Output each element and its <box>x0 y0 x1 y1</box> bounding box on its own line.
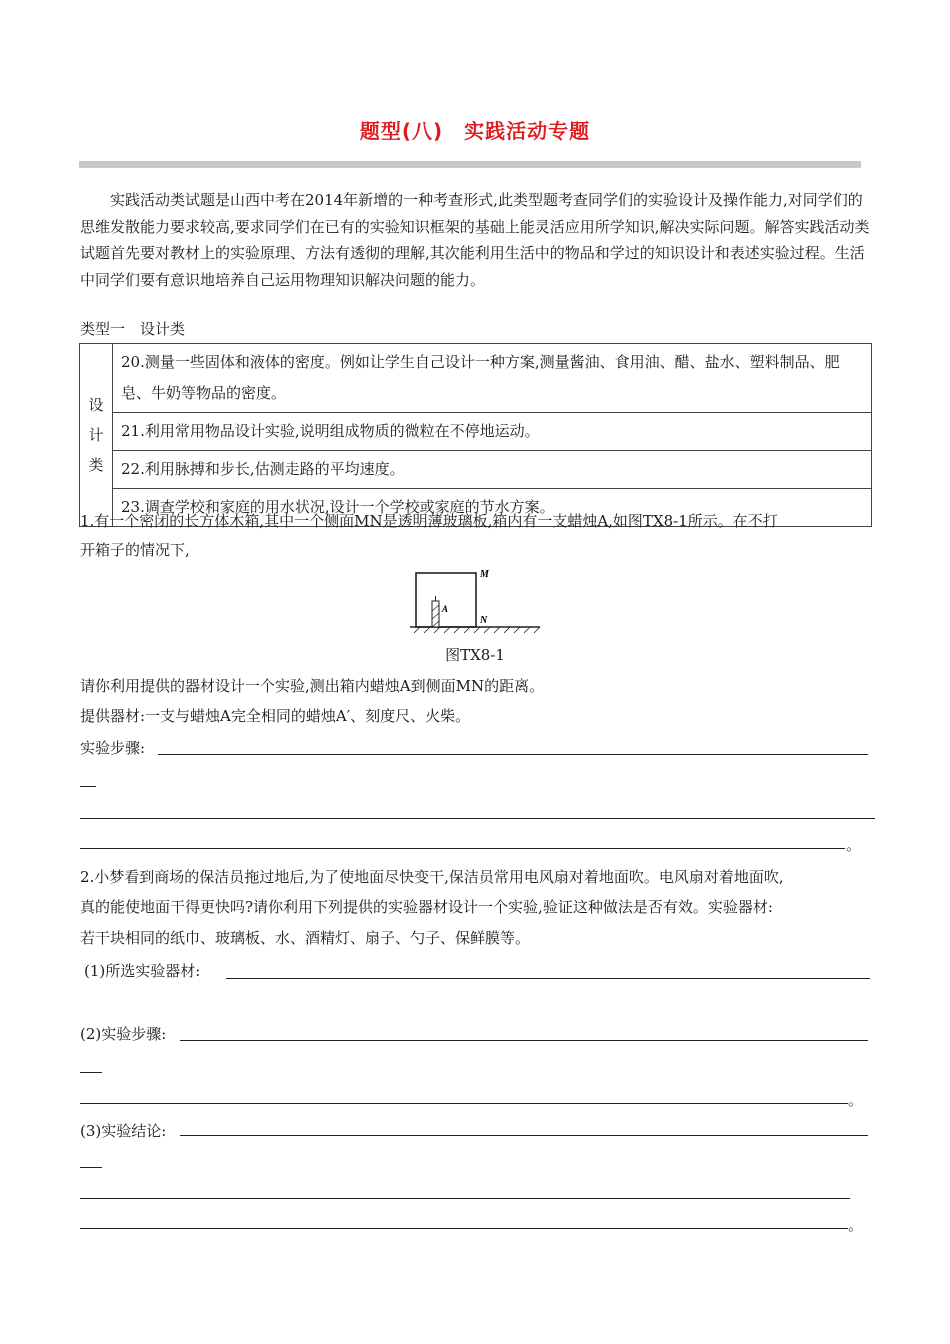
answer-line[interactable] <box>80 1167 102 1168</box>
answer-line[interactable] <box>180 1040 868 1041</box>
q2-line1: 2.小梦看到商场的保洁员拖过地后,为了使地面尽快变干,保洁员常用电风扇对着地面吹。电风扇对着地面吹, <box>80 868 784 886</box>
table-row: 22.利用脉搏和步长,估测走路的平均速度。 <box>113 451 872 489</box>
answer-line[interactable] <box>80 848 845 849</box>
q1-line2: 开箱子的情况下, <box>80 541 190 559</box>
answer-line[interactable] <box>180 1135 868 1136</box>
table-row: 20.测量一些固体和液体的密度。例如让学生自己设计一种方案,测量酱油、食用油、醋、盐水、塑料制品、肥皂、牛奶等物品的密度。 <box>113 344 872 413</box>
answer-line[interactable] <box>80 1198 850 1199</box>
q2-part2-label: (2)实验步骤: <box>80 1025 167 1043</box>
label-a: A <box>442 604 449 614</box>
box-outline <box>416 573 476 627</box>
table-row: 21.利用常用物品设计实验,说明组成物质的微粒在不停地运动。 <box>113 413 872 451</box>
answer-line[interactable] <box>226 978 870 979</box>
page-title: 题型(八) 实践活动专题 <box>359 119 591 143</box>
q2-end-mark-1: 。 <box>848 1091 864 1109</box>
answer-line[interactable] <box>80 1228 848 1229</box>
ground-hatch <box>414 627 540 633</box>
q1-line1: 1.有一个密闭的长方体木箱,其中一个侧面MN是透明薄玻璃板,箱内有一支蜡烛A,如图TX8-1所示。在不打 <box>80 512 778 530</box>
q2-end-mark-2: 。 <box>848 1216 864 1234</box>
answer-line[interactable] <box>80 1072 102 1073</box>
q1-ask: 请你利用提供的器材设计一个实验,测出箱内蜡烛A到侧面MN的距离。 <box>80 677 545 695</box>
answer-line[interactable] <box>80 1103 848 1104</box>
figure-caption: 图TX8-1 <box>445 646 505 664</box>
design-table <box>79 343 872 527</box>
answer-line[interactable] <box>80 786 96 787</box>
label-n: N <box>480 615 488 626</box>
q2-part1-label: (1)所选实验器材: <box>84 962 201 980</box>
q1-materials: 提供器材:一支与蜡烛A完全相同的蜡烛A′、刻度尺、火柴。 <box>80 707 471 725</box>
side-char: 计 <box>88 426 104 444</box>
figure-tx8-1 <box>410 565 550 635</box>
title-divider <box>79 161 861 168</box>
answer-line[interactable] <box>80 818 875 819</box>
section-heading: 类型一 设计类 <box>80 320 186 338</box>
q2-line2: 真的能使地面干得更快吗?请你利用下列提供的实验器材设计一个实验,验证这种做法是否有效。实验器材: <box>80 898 773 916</box>
answer-line[interactable] <box>158 754 868 755</box>
intro-paragraph: 实践活动类试题是山西中考在2014年新增的一种考查形式,此类型题考查同学们的实验设计及操作能力,对同学们的思维发散能力要求较高,要求同学们在已有的实验知识框架的基础上能灵活应用所学知识,解决实际问题。解答实践活动类试题首先要对教材上的实验原理、方法有透彻的理解,其次能利用生活中的物品和学过的知识设计和表述实验过程。生活中同学们要有意识地培养自己运用物理知识解决问题的能力。 <box>80 191 870 289</box>
q1-end-mark: 。 <box>846 836 862 854</box>
table-side-label <box>80 344 113 527</box>
q1-steps-label: 实验步骤: <box>80 739 146 757</box>
side-char: 类 <box>88 456 104 474</box>
q2-line3: 若干块相同的纸巾、玻璃板、水、酒精灯、扇子、勺子、保鲜膜等。 <box>80 929 531 947</box>
label-m: M <box>480 569 489 580</box>
side-char: 设 <box>88 396 104 414</box>
table-row: 23.调查学校和家庭的用水状况,设计一个学校或家庭的节水方案。 <box>113 489 872 527</box>
q2-part3-label: (3)实验结论: <box>80 1122 167 1140</box>
